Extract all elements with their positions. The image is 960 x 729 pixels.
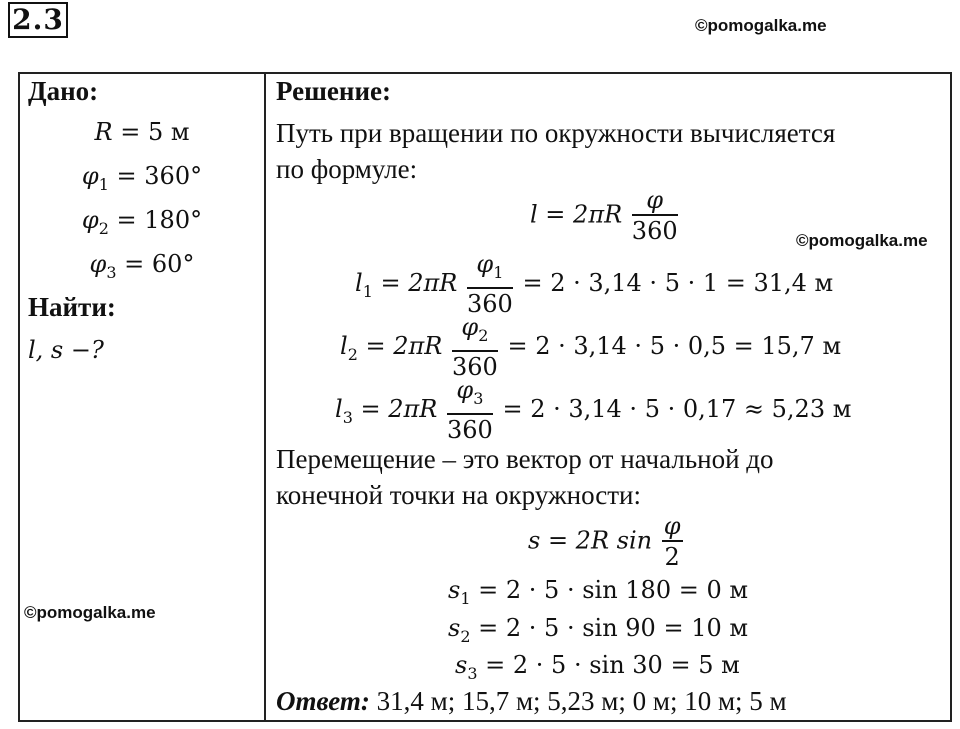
watermark: ©pomogalka.me (24, 603, 156, 622)
path-row-1: $l_1 = 2\pi R$ $\frac{\varphi_1}{360}$ = 2 · 3,14 · 5 · 1 = 31,4 м (355, 250, 834, 318)
answer-value: 31,4 м; 15,7 м; 5,23 м; 0 м; 10 м; 5 м (376, 686, 787, 716)
column-divider (264, 72, 266, 722)
given-item: R = 5 м (94, 118, 190, 146)
problem-number: 2.3 (8, 2, 68, 38)
displacement-row-1: $s_1 = 2 \cdot 5 \cdot \sin 180 = 0$ м (448, 576, 749, 608)
formula-displacement: s = 2R sin $\frac{\varphi}{2}$ (528, 512, 681, 571)
watermark: ©pomogalka.me (695, 16, 827, 35)
given-item: $\varphi_2 = 180^\circ$ (81, 206, 203, 238)
displacement-text: Перемещение – это вектор от начальной до (276, 444, 774, 474)
answer (276, 686, 787, 717)
intro-text: по формуле: (276, 154, 418, 184)
displacement-text: конечной точки на окружности: (276, 480, 641, 510)
path-row-2: $l_2 = 2\pi R$ $\frac{\varphi_2}{360}$ = 2 · 3,14 · 5 · 0,5 = 15,7 м (340, 313, 842, 381)
find-value: l, s −? (28, 336, 104, 364)
given-item: $\varphi_1 = 360^\circ$ (81, 162, 203, 194)
given-title: Дано: (28, 76, 99, 106)
formula-path: l = 2πR $\frac{\varphi}{360}$ (530, 186, 678, 245)
displacement-row-2: $s_2 = 2 \cdot 5 \cdot \sin 90 = 10$ м (448, 614, 749, 646)
find-title: Найти: (28, 292, 116, 322)
answer-label: Ответ: (276, 686, 370, 716)
watermark: ©pomogalka.me (796, 231, 928, 250)
displacement-row-3: $s_3 = 2 \cdot 5 \cdot \sin 30 = 5$ м (455, 651, 740, 683)
intro-text: Путь при вращении по окружности вычисляется (276, 118, 836, 148)
given-item: $\varphi_3 = 60^\circ$ (89, 250, 195, 282)
path-row-3: $l_3 = 2\pi R$ $\frac{\varphi_3}{360}$ = 2 · 3,14 · 5 · 0,17 ≈ 5,23 м (335, 376, 852, 444)
solution-title: Решение: (276, 76, 391, 106)
